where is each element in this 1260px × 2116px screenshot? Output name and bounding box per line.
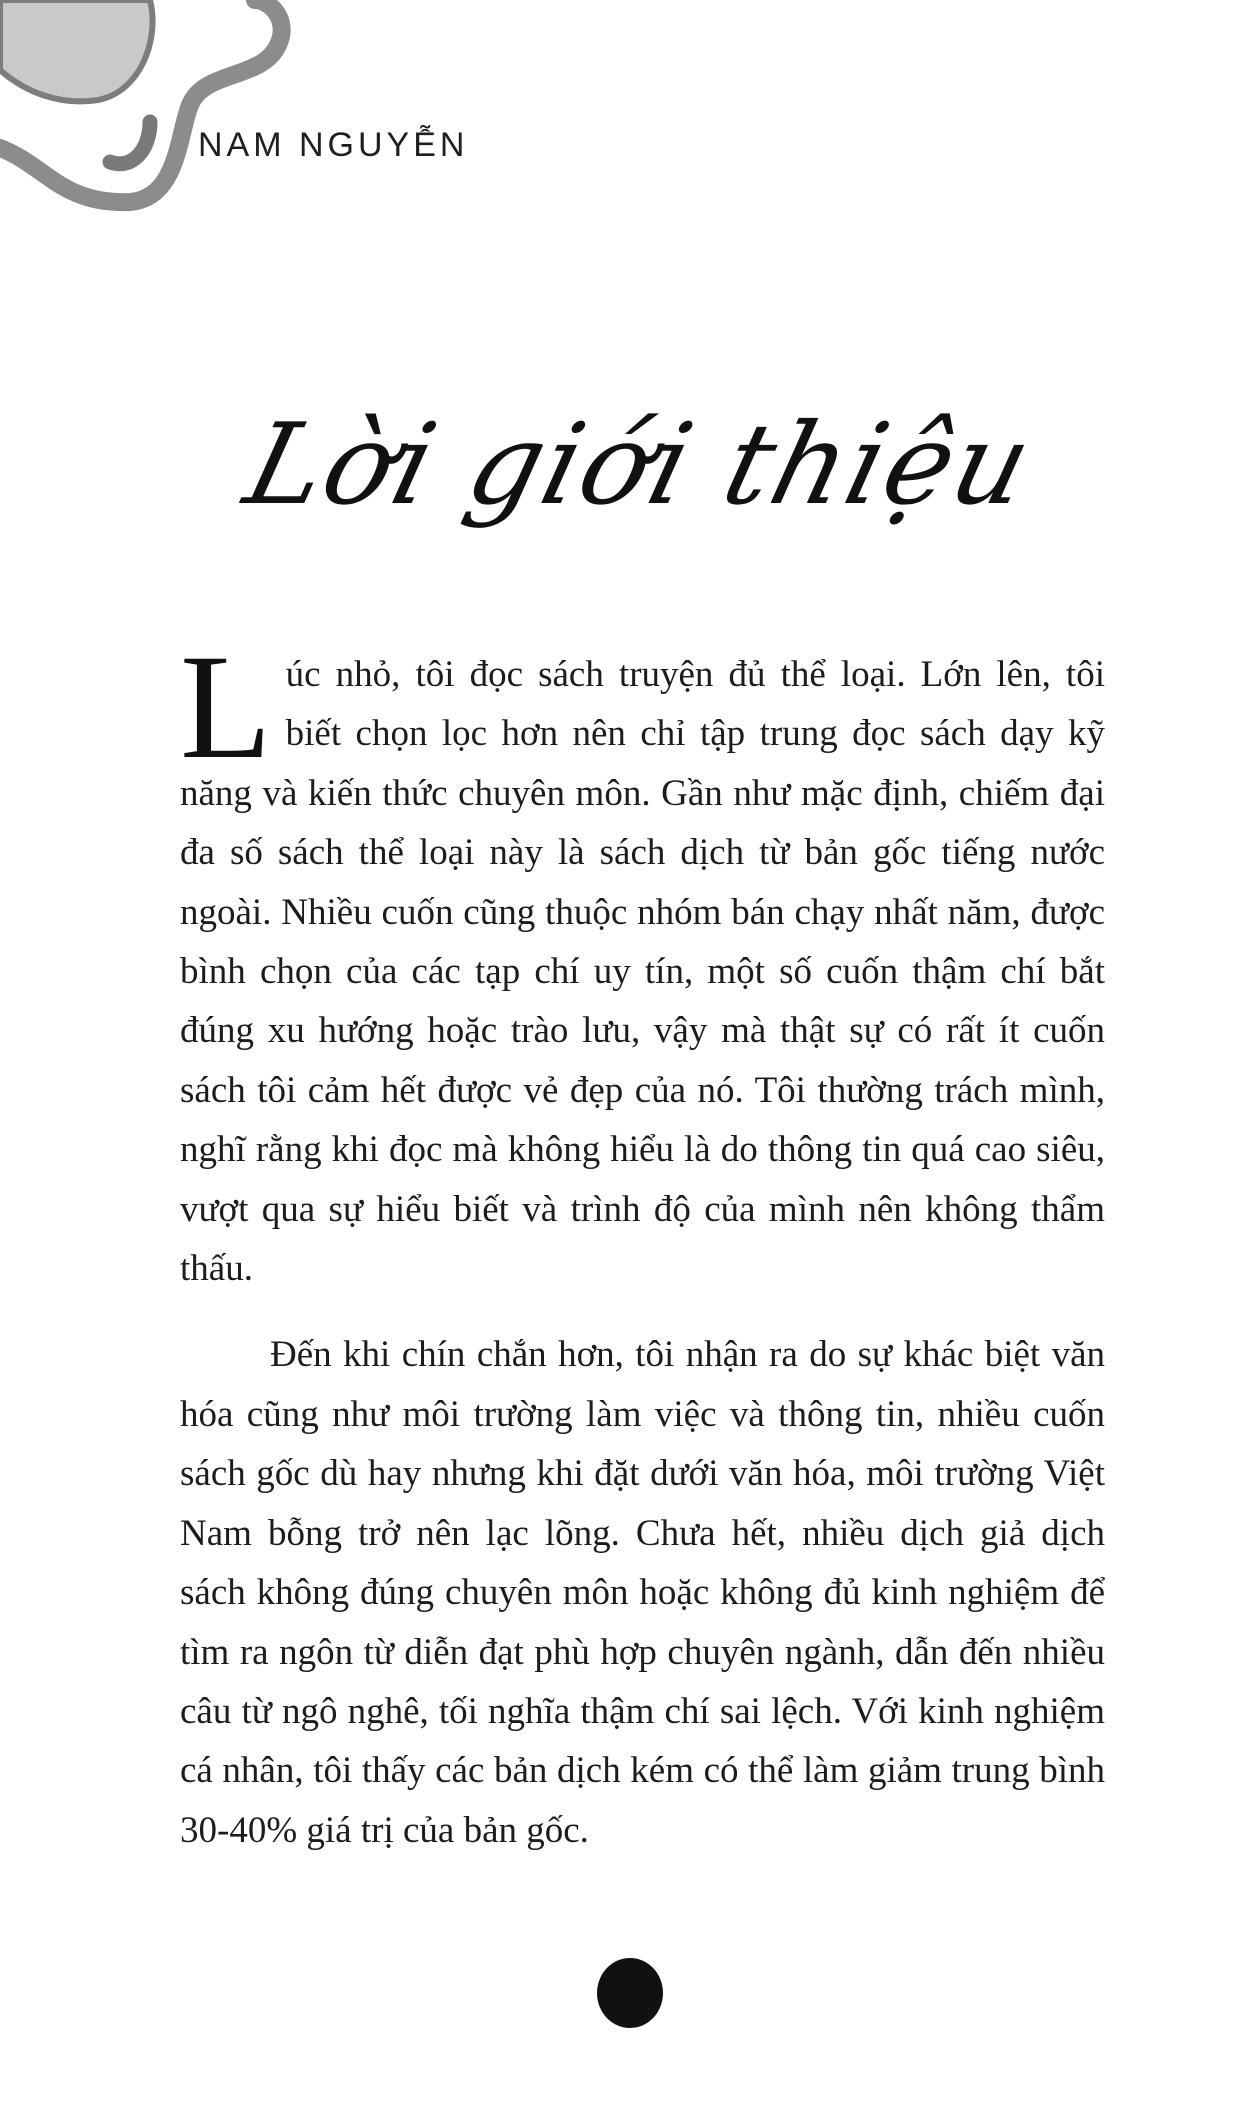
paragraph-1-text: úc nhỏ, tôi đọc sách truyện đủ thể loại. Lớn lên, tôi biết chọn lọc hơn nên chỉ tập trung đọc sách dạy kỹ năng và kiến thức chuyên môn. Gần như mặc định, chiếm đại đa số sách thể loại này là sách dịch từ bản gốc tiếng nước ngoài. Nhiều cuốn cũng thuộc nhóm bán chạy nhất năm, được bình chọn của các tạp chí uy tín, một số cuốn thậm chí bắt đúng xu hướng hoặc trào lưu, vậy mà thật sự có rất ít cuốn sách tôi cảm hết được vẻ đẹp của nó. Tôi thường trách mình, nghĩ rằng khi đọc mà không hiểu là do thông tin quá cao siêu, vượt qua sự hiểu biết và trình độ của mình nên không thẩm thấu. bbox=[180, 654, 1105, 1290]
paragraph-1 bbox=[180, 624, 1105, 1298]
running-header-author: NAM NGUYỄN bbox=[198, 126, 469, 164]
drop-cap-initial: L bbox=[180, 624, 272, 790]
paragraph-2: Đến khi chín chắn hơn, tôi nhận ra do sự khác biệt văn hóa cũng như môi trường làm việc và thông tin, nhiều cuốn sách gốc dù hay nhưng khi đặt dưới văn hóa, môi trường Việt Nam bỗng trở nên lạc lõng. Chưa hết, nhiều dịch giả dịch sách không đúng chuyên môn hoặc không đủ kinh nghiệm để tìm ra ngôn từ diễn đạt phù hợp chuyên ngành, dẫn đến nhiều câu từ ngô nghê, tối nghĩa thậm chí sai lệch. Với kinh nghiệm cá nhân, tôi thấy các bản dịch kém có thể làm giảm trung bình 30-40% giá trị của bản gốc. bbox=[180, 1334, 1105, 1851]
swirl-hook bbox=[110, 122, 150, 164]
chapter-title: Lời giới thiệu bbox=[233, 400, 1046, 530]
egg-blob-shape bbox=[0, 0, 153, 101]
page-marker-dot bbox=[597, 1958, 663, 2028]
decorative-swirl-illustration bbox=[0, 0, 300, 230]
body-text bbox=[180, 624, 1105, 1860]
